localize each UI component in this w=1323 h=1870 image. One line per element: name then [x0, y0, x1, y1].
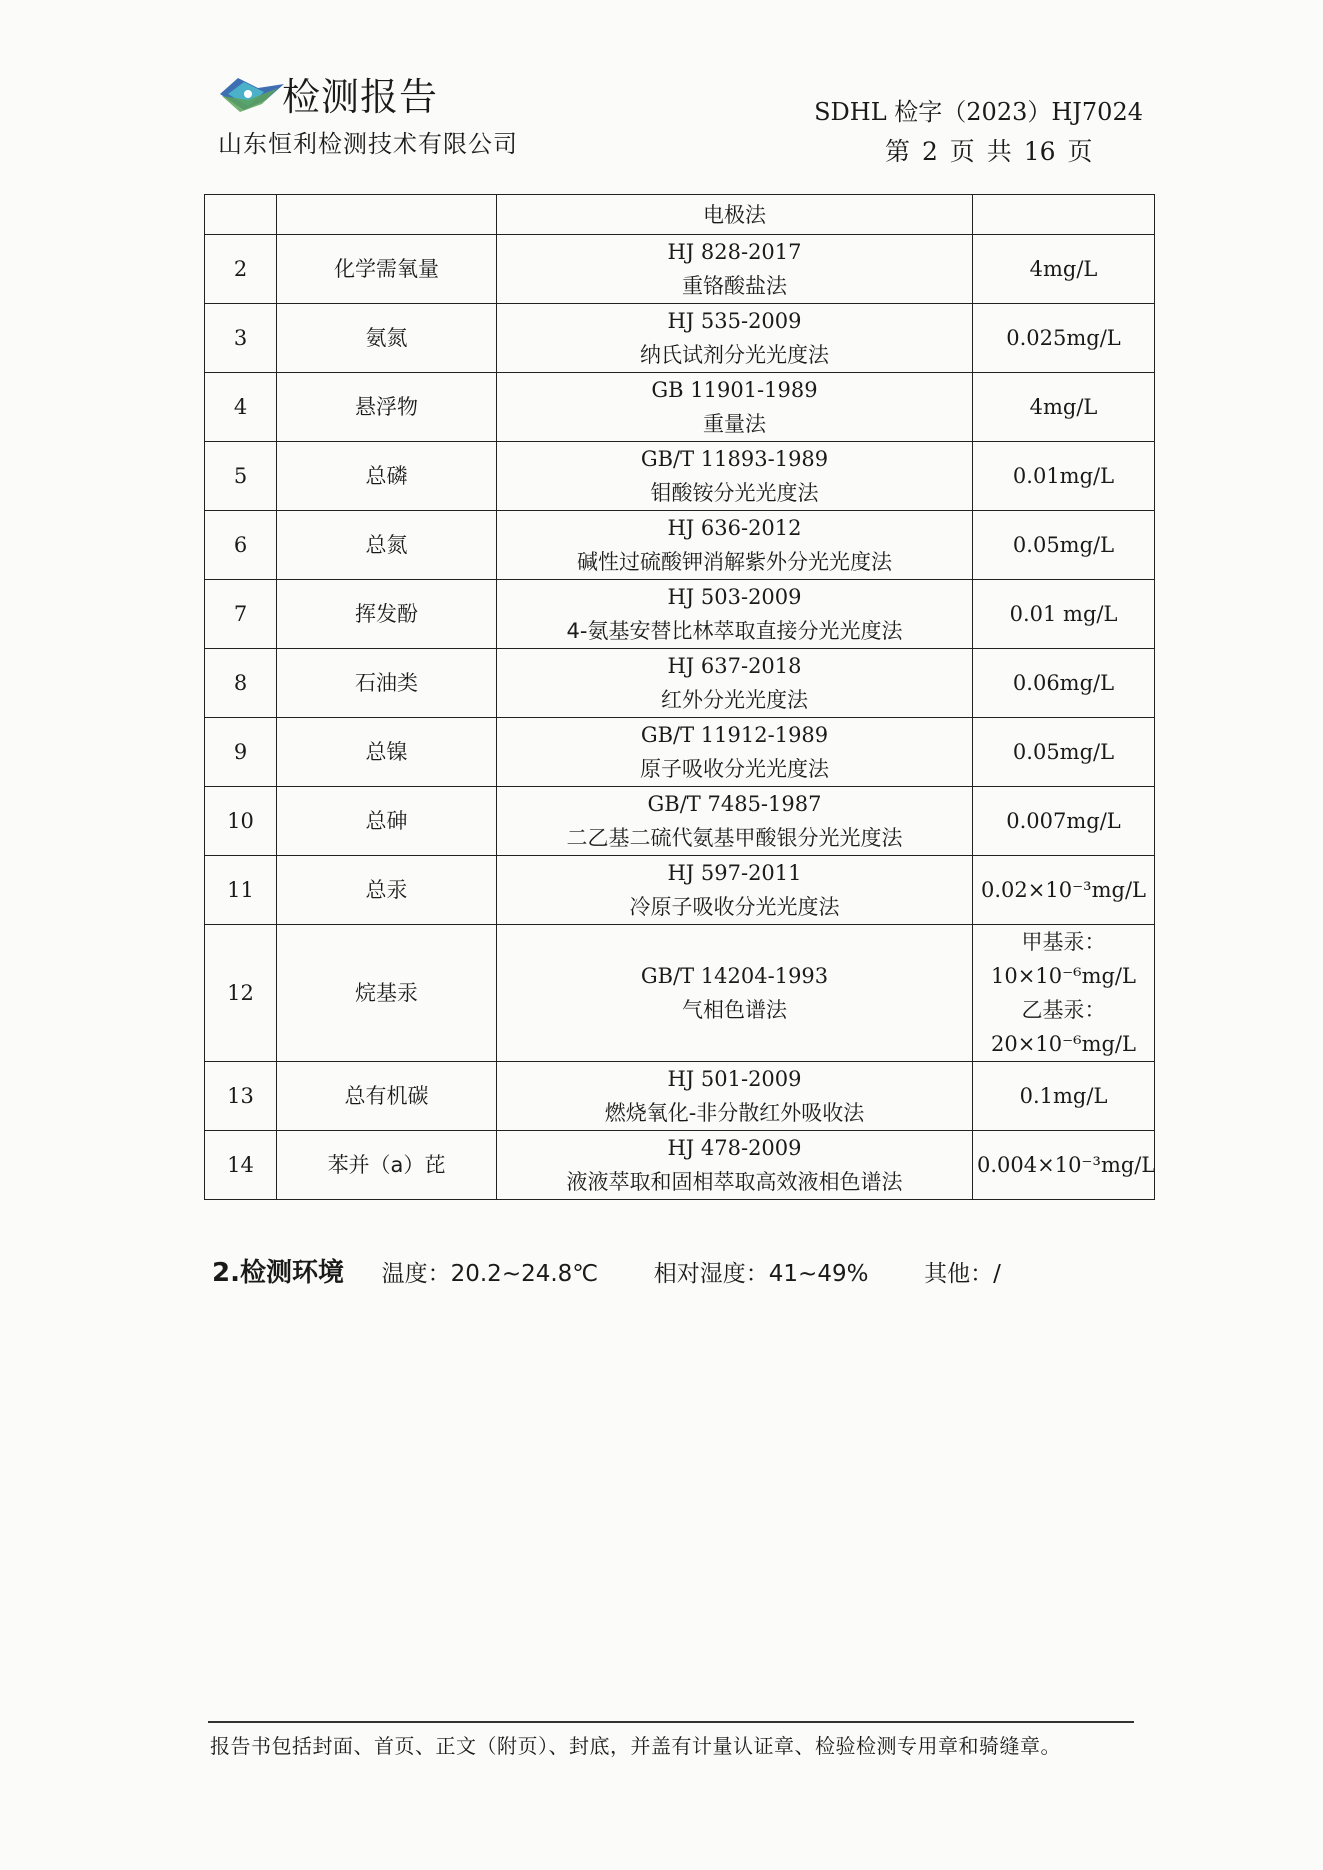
detection-limit-line: 0.05mg/L	[1012, 740, 1115, 764]
detection-limit-line: 乙基汞：	[1021, 998, 1106, 1022]
other-conditions: 其他：/	[924, 1261, 1001, 1287]
method-name: 电极法	[703, 202, 766, 227]
page-indicator: 第 2 页 共 16 页	[885, 137, 1093, 166]
test-method	[497, 373, 973, 442]
test-method	[497, 787, 973, 856]
method-standard: GB/T 11893-1989	[640, 447, 829, 471]
footer-note: 报告书包括封面、首页、正文（附页）、封底，并盖有计量认证章、检验检测专用章和骑缝章。	[210, 1734, 1061, 1758]
test-method	[497, 442, 973, 511]
table-row	[205, 649, 1155, 718]
test-method	[497, 580, 973, 649]
method-standard: GB 11901-1989	[651, 378, 818, 402]
table-row	[205, 925, 1155, 1062]
detection-limit	[973, 718, 1155, 787]
test-item: 苯并（a）芘	[277, 1131, 497, 1200]
detection-limit	[973, 511, 1155, 580]
table-row	[205, 718, 1155, 787]
method-name: 气相色谱法	[682, 998, 787, 1022]
detection-limit-line: 0.01mg/L	[1012, 464, 1115, 488]
detection-limit	[973, 304, 1155, 373]
test-method	[497, 511, 973, 580]
test-item: 总有机碳	[277, 1062, 497, 1131]
row-number: 8	[205, 649, 277, 718]
method-name: 燃烧氧化-非分散红外吸收法	[604, 1101, 865, 1125]
detection-limit	[973, 235, 1155, 304]
row-number: 11	[205, 856, 277, 925]
row-number: 14	[205, 1131, 277, 1200]
test-item: 挥发酚	[277, 580, 497, 649]
detection-limit	[973, 1131, 1155, 1200]
row-number: 3	[205, 304, 277, 373]
table-row	[205, 1131, 1155, 1200]
method-standard: GB/T 11912-1989	[640, 723, 829, 747]
row-number	[205, 195, 277, 235]
report-number: SDHL 检字（2023）HJ7024	[814, 98, 1143, 126]
table-row	[205, 1062, 1155, 1131]
row-number: 10	[205, 787, 277, 856]
report-title: 检测报告	[282, 75, 439, 119]
test-item: 总砷	[277, 787, 497, 856]
test-method	[497, 649, 973, 718]
test-methods-table	[204, 194, 1155, 1200]
company-logo-icon	[218, 74, 286, 114]
table-row	[205, 787, 1155, 856]
method-name: 纳氏试剂分光光度法	[640, 343, 829, 367]
method-name: 二乙基二硫代氨基甲酸银分光光度法	[566, 826, 903, 850]
method-name: 重铬酸盐法	[682, 274, 787, 298]
method-standard: HJ 501-2009	[667, 1067, 802, 1091]
method-standard: GB/T 14204-1993	[640, 964, 829, 988]
row-number: 5	[205, 442, 277, 511]
method-standard: HJ 828-2017	[667, 240, 802, 264]
method-standard: HJ 478-2009	[667, 1136, 802, 1160]
test-method	[497, 235, 973, 304]
company-name: 山东恒利检测技术有限公司	[218, 130, 518, 158]
detection-limit-line: 0.007mg/L	[1006, 809, 1121, 833]
method-standard: HJ 503-2009	[667, 585, 802, 609]
method-name: 红外分光光度法	[661, 688, 808, 712]
detection-limit-line: 4mg/L	[1029, 257, 1098, 281]
detection-limit	[973, 787, 1155, 856]
row-number: 9	[205, 718, 277, 787]
row-number: 12	[205, 925, 277, 1062]
method-standard: HJ 637-2018	[667, 654, 802, 678]
test-item: 总汞	[277, 856, 497, 925]
detection-limit	[973, 580, 1155, 649]
test-item: 石油类	[277, 649, 497, 718]
row-number: 13	[205, 1062, 277, 1131]
detection-limit	[973, 195, 1155, 235]
method-name: 原子吸收分光光度法	[640, 757, 829, 781]
method-standard: HJ 597-2011	[667, 861, 802, 885]
table-row	[205, 235, 1155, 304]
detection-limit	[973, 925, 1155, 1062]
detection-limit-line: 0.02×10⁻³mg/L	[981, 878, 1146, 902]
method-name: 钼酸铵分光光度法	[650, 481, 819, 505]
method-standard: GB/T 7485-1987	[647, 792, 822, 816]
detection-limit-line: 4mg/L	[1029, 395, 1098, 419]
test-item: 总镍	[277, 718, 497, 787]
test-item: 烷基汞	[277, 925, 497, 1062]
detection-limit	[973, 856, 1155, 925]
detection-limit-line: 甲基汞：	[1021, 930, 1106, 954]
detection-limit-line: 0.025mg/L	[1006, 326, 1121, 350]
method-name: 液液萃取和固相萃取高效液相色谱法	[566, 1170, 903, 1194]
detection-limit-line: 0.05mg/L	[1012, 533, 1115, 557]
test-item: 化学需氧量	[277, 235, 497, 304]
detection-limit	[973, 373, 1155, 442]
test-item: 氨氮	[277, 304, 497, 373]
test-item	[277, 195, 497, 235]
detection-limit-line: 0.01 mg/L	[1009, 602, 1118, 626]
table-row	[205, 442, 1155, 511]
environment-heading: 2.检测环境	[212, 1258, 344, 1288]
row-number: 2	[205, 235, 277, 304]
detection-limit	[973, 442, 1155, 511]
method-standard: HJ 636-2012	[667, 516, 802, 540]
footer-divider	[208, 1721, 1134, 1723]
temperature: 温度：20.2~24.8℃	[381, 1261, 599, 1287]
table-row	[205, 373, 1155, 442]
table-row	[205, 511, 1155, 580]
row-number: 7	[205, 580, 277, 649]
test-item: 悬浮物	[277, 373, 497, 442]
detection-limit-line: 20×10⁻⁶mg/L	[991, 1032, 1136, 1056]
test-method	[497, 718, 973, 787]
table-row-continuation	[205, 195, 1155, 235]
table-row	[205, 856, 1155, 925]
test-method	[497, 1131, 973, 1200]
test-method	[497, 925, 973, 1062]
relative-humidity: 相对湿度：41~49%	[653, 1261, 869, 1287]
detection-limit-line: 0.1mg/L	[1019, 1084, 1108, 1108]
test-method	[497, 304, 973, 373]
detection-limit	[973, 649, 1155, 718]
row-number: 4	[205, 373, 277, 442]
method-standard: HJ 535-2009	[667, 309, 802, 333]
detection-limit-line: 0.06mg/L	[1012, 671, 1115, 695]
test-method	[497, 195, 973, 235]
test-item: 总氮	[277, 511, 497, 580]
method-name: 冷原子吸收分光光度法	[629, 895, 840, 919]
detection-limit	[973, 1062, 1155, 1131]
test-item: 总磷	[277, 442, 497, 511]
table-row	[205, 304, 1155, 373]
method-name: 4-氨基安替比林萃取直接分光光度法	[566, 619, 903, 643]
test-environment	[212, 1252, 1049, 1289]
method-name: 碱性过硫酸钾消解紫外分光光度法	[577, 550, 892, 574]
detection-limit-line: 10×10⁻⁶mg/L	[991, 964, 1136, 988]
row-number: 6	[205, 511, 277, 580]
detection-limit-line: 0.004×10⁻³mg/L	[977, 1153, 1156, 1177]
table-row	[205, 580, 1155, 649]
test-method	[497, 856, 973, 925]
method-name: 重量法	[703, 412, 766, 436]
test-method	[497, 1062, 973, 1131]
